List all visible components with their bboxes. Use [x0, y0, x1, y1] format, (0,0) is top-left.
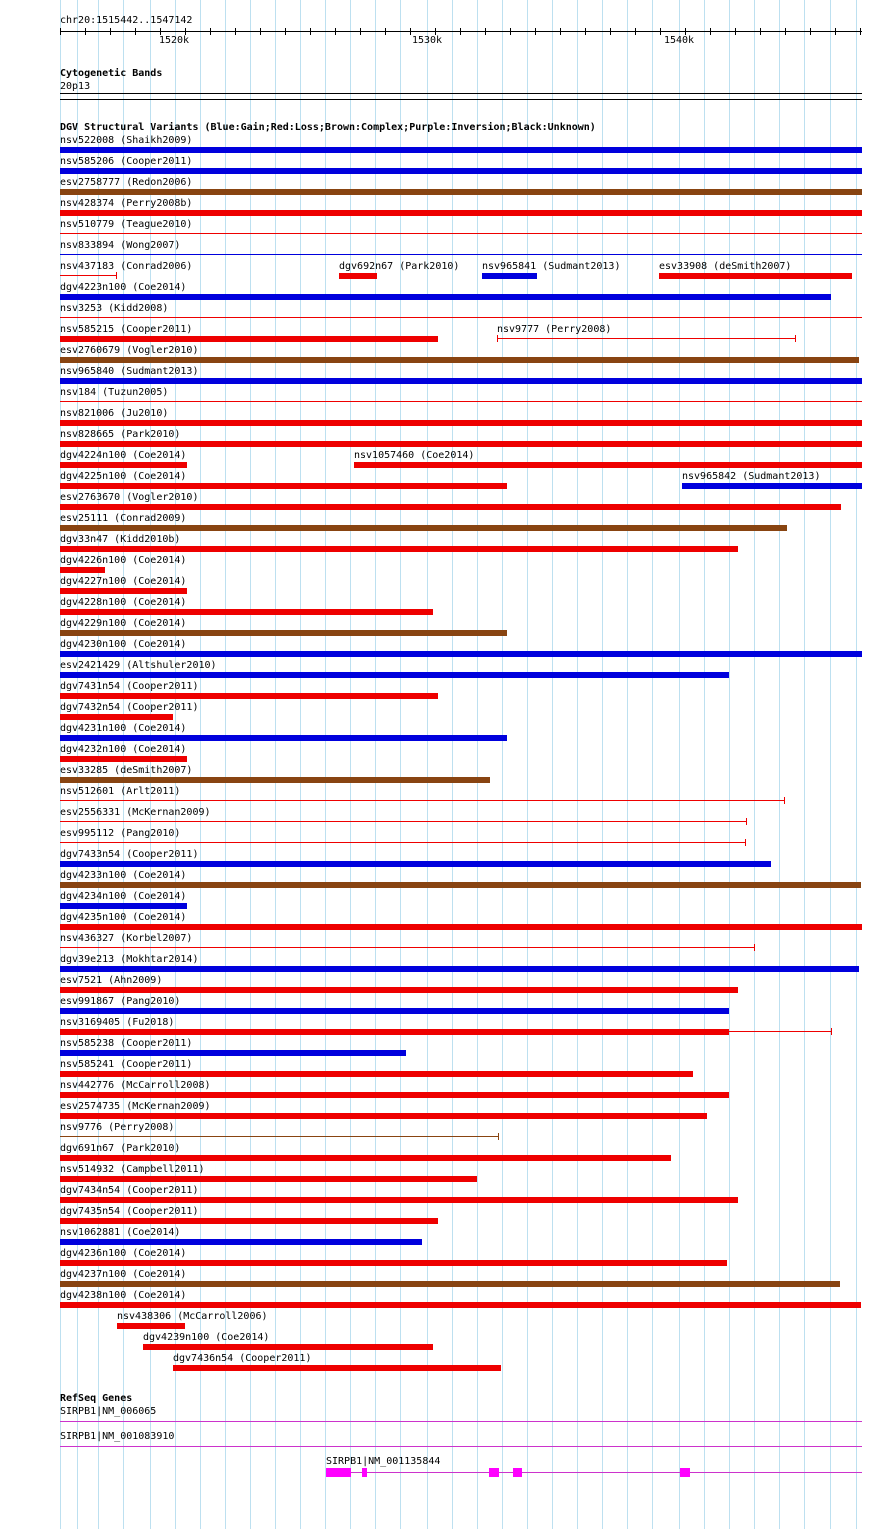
variant-bar[interactable] — [60, 233, 862, 234]
ruler-tick — [635, 28, 636, 35]
grid-line — [679, 0, 680, 1529]
variant-label[interactable]: nsv9776 (Perry2008) — [60, 1122, 175, 1133]
gene-intron-line[interactable] — [60, 1421, 862, 1422]
variant-label[interactable]: esv33908 (deSmith2007) — [659, 261, 792, 272]
variant-label[interactable]: nsv965840 (Sudmant2013) — [60, 366, 199, 377]
variant-endcap — [795, 335, 796, 342]
variant-label[interactable]: esv2421429 (Altshuler2010) — [60, 660, 217, 671]
variant-label[interactable]: nsv9777 (Perry2008) — [497, 324, 612, 335]
variant-label[interactable]: dgv4223n100 (Coe2014) — [60, 282, 187, 293]
ruler-tick — [210, 28, 211, 35]
grid-line — [602, 0, 603, 1529]
variant-bar[interactable] — [60, 756, 187, 762]
variant-bar[interactable] — [60, 800, 784, 801]
ruler-tick — [385, 28, 386, 35]
variant-bar[interactable] — [60, 903, 187, 909]
grid-line — [225, 0, 226, 1529]
variant-bar[interactable] — [682, 483, 862, 489]
variant-label[interactable]: dgv4226n100 (Coe2014) — [60, 555, 187, 566]
variant-bar[interactable] — [60, 420, 862, 426]
variant-label[interactable]: dgv7435n54 (Cooper2011) — [60, 1206, 199, 1217]
ruler-tick — [60, 28, 61, 35]
variant-label[interactable]: nsv428374 (Perry2008b) — [60, 198, 193, 209]
variant-bar[interactable] — [60, 567, 105, 573]
variant-label[interactable]: dgv691n67 (Park2010) — [60, 1143, 181, 1154]
ruler-tick — [135, 28, 136, 35]
ruler-tick — [335, 28, 336, 35]
variant-bar[interactable] — [60, 1050, 406, 1056]
ruler-tick — [835, 28, 836, 35]
grid-line — [477, 0, 478, 1529]
variant-bar[interactable] — [60, 861, 771, 867]
variant-endcap — [745, 839, 746, 846]
variant-bar[interactable] — [60, 210, 862, 216]
variant-bar[interactable] — [60, 504, 841, 510]
grid-line — [452, 0, 453, 1529]
variant-label[interactable]: dgv4236n100 (Coe2014) — [60, 1248, 187, 1259]
variant-bar[interactable] — [60, 546, 738, 552]
variant-label[interactable]: nsv184 (Tuzun2005) — [60, 387, 169, 398]
variant-label[interactable]: nsv3169405 (Fu2018) — [60, 1017, 175, 1028]
variant-label[interactable]: dgv7432n54 (Cooper2011) — [60, 702, 199, 713]
variant-bar[interactable] — [60, 378, 862, 384]
cytoband-track-title: Cytogenetic Bands — [60, 68, 163, 79]
variant-label[interactable]: nsv438306 (McCarroll2006) — [117, 1311, 268, 1322]
ruler-tick — [685, 28, 686, 35]
variant-label[interactable]: esv2556331 (McKernan2009) — [60, 807, 211, 818]
variant-bar[interactable] — [659, 273, 852, 279]
grid-line — [325, 0, 326, 1529]
ruler-tick-label: 1520k — [158, 35, 190, 46]
variant-bar[interactable] — [60, 947, 754, 948]
ruler-tick — [185, 28, 186, 35]
cytoband-bottom-edge — [60, 99, 862, 100]
variant-label[interactable]: dgv4231n100 (Coe2014) — [60, 723, 187, 734]
grid-line — [427, 0, 428, 1529]
ruler-tick-label: 1530k — [411, 35, 443, 46]
variant-endcap — [746, 818, 747, 825]
variant-bar[interactable] — [60, 714, 173, 720]
variant-label[interactable]: dgv4230n100 (Coe2014) — [60, 639, 187, 650]
variant-label[interactable]: esv991867 (Pang2010) — [60, 996, 181, 1007]
variant-label[interactable]: dgv4228n100 (Coe2014) — [60, 597, 187, 608]
variant-bar[interactable] — [60, 1136, 498, 1137]
variant-label[interactable]: esv33285 (deSmith2007) — [60, 765, 193, 776]
gene-label[interactable]: SIRPB1|NM_001083910 — [60, 1431, 175, 1442]
refseq-track-title: RefSeq Genes — [60, 1393, 133, 1404]
ruler-tick — [310, 28, 311, 35]
variant-label[interactable]: nsv821006 (Ju2010) — [60, 408, 169, 419]
variant-bar[interactable] — [60, 1029, 729, 1035]
variant-label[interactable]: dgv7434n54 (Cooper2011) — [60, 1185, 199, 1196]
variant-label[interactable]: nsv1057460 (Coe2014) — [354, 450, 475, 461]
variant-label[interactable]: esv995112 (Pang2010) — [60, 828, 181, 839]
grid-line — [250, 0, 251, 1529]
variant-bar[interactable] — [60, 777, 490, 783]
grid-line — [527, 0, 528, 1529]
gene-exon[interactable] — [680, 1468, 690, 1477]
variant-bar[interactable] — [60, 294, 831, 300]
variant-bar[interactable] — [60, 1071, 693, 1077]
grid-line — [754, 0, 755, 1529]
grid-line — [502, 0, 503, 1529]
variant-bar[interactable] — [482, 273, 537, 279]
grid-line — [830, 0, 831, 1529]
variant-bar[interactable] — [117, 1323, 185, 1329]
ruler-tick — [235, 28, 236, 35]
scale-ruler — [60, 31, 862, 32]
variant-bar[interactable] — [60, 483, 507, 489]
variant-bar[interactable] — [60, 275, 116, 276]
variant-bar[interactable] — [60, 630, 507, 636]
variant-bar[interactable] — [60, 672, 729, 678]
variant-bar[interactable] — [60, 882, 861, 888]
ruler-tick — [285, 28, 286, 35]
grid-line — [627, 0, 628, 1529]
variant-bar[interactable] — [60, 609, 433, 615]
ruler-tick — [535, 28, 536, 35]
variant-bar[interactable] — [60, 735, 507, 741]
variant-bar[interactable] — [60, 168, 862, 174]
ruler-tick — [460, 28, 461, 35]
ruler-tick — [760, 28, 761, 35]
variant-bar[interactable] — [60, 1176, 477, 1182]
variant-label[interactable]: nsv585215 (Cooper2011) — [60, 324, 193, 335]
variant-label[interactable]: nsv965842 (Sudmant2013) — [682, 471, 821, 482]
variant-label[interactable]: dgv4239n100 (Coe2014) — [143, 1332, 270, 1343]
gene-exon[interactable] — [489, 1468, 499, 1477]
variant-label[interactable]: dgv4233n100 (Coe2014) — [60, 870, 187, 881]
variant-bar[interactable] — [354, 462, 862, 468]
variant-bar[interactable] — [60, 1113, 707, 1119]
variant-label[interactable]: nsv437183 (Conrad2006) — [60, 261, 193, 272]
variant-label[interactable]: dgv4238n100 (Coe2014) — [60, 1290, 187, 1301]
variant-bar[interactable] — [60, 1197, 738, 1203]
ruler-tick — [660, 28, 661, 35]
gene-label[interactable]: SIRPB1|NM_001135844 — [326, 1456, 441, 1467]
grid-line — [856, 0, 857, 1529]
variant-label[interactable]: dgv7431n54 (Cooper2011) — [60, 681, 199, 692]
variant-label[interactable]: dgv7433n54 (Cooper2011) — [60, 849, 199, 860]
ruler-tick — [710, 28, 711, 35]
variant-label[interactable]: dgv4227n100 (Coe2014) — [60, 576, 187, 587]
variant-label[interactable]: nsv1062881 (Coe2014) — [60, 1227, 181, 1238]
gene-intron-line[interactable] — [326, 1472, 862, 1473]
variant-bar[interactable] — [60, 462, 187, 468]
grid-line — [779, 0, 780, 1529]
gene-intron-line[interactable] — [60, 1446, 862, 1447]
cytoband-label: 20p13 — [60, 81, 91, 92]
ruler-tick — [610, 28, 611, 35]
grid-line — [577, 0, 578, 1529]
ruler-tick — [410, 28, 411, 35]
gene-exon[interactable] — [362, 1468, 367, 1477]
variant-label[interactable]: esv2758777 (Redon2006) — [60, 177, 193, 188]
ruler-tick — [785, 28, 786, 35]
gene-exon[interactable] — [513, 1468, 522, 1477]
variant-label[interactable]: dgv7436n54 (Cooper2011) — [173, 1353, 312, 1364]
ruler-tick — [260, 28, 261, 35]
ruler-tick — [435, 28, 436, 35]
variant-label[interactable]: nsv965841 (Sudmant2013) — [482, 261, 621, 272]
grid-line — [275, 0, 276, 1529]
variant-bar[interactable] — [60, 1218, 438, 1224]
grid-line — [804, 0, 805, 1529]
variant-bar[interactable] — [60, 254, 862, 255]
grid-line — [300, 0, 301, 1529]
variant-bar[interactable] — [60, 441, 862, 447]
ruler-tick — [110, 28, 111, 35]
variant-bar[interactable] — [173, 1365, 501, 1371]
variant-label[interactable]: nsv514932 (Campbell2011) — [60, 1164, 205, 1175]
variant-bar-extension[interactable] — [729, 1031, 831, 1032]
variant-label[interactable]: nsv522008 (Shaikh2009) — [60, 135, 193, 146]
variant-label[interactable]: dgv4235n100 (Coe2014) — [60, 912, 187, 923]
grid-line — [652, 0, 653, 1529]
grid-line — [552, 0, 553, 1529]
variant-bar[interactable] — [143, 1344, 433, 1350]
variant-bar[interactable] — [60, 1008, 729, 1014]
gene-exon[interactable] — [326, 1468, 351, 1477]
variant-endcap — [831, 1028, 832, 1035]
variant-bar[interactable] — [60, 651, 862, 657]
variant-bar[interactable] — [60, 1092, 729, 1098]
variant-label[interactable]: nsv833894 (Wong2007) — [60, 240, 181, 251]
variant-label[interactable]: dgv4229n100 (Coe2014) — [60, 618, 187, 629]
variant-label[interactable]: esv2760679 (Vogler2010) — [60, 345, 199, 356]
coordinate-readout: chr20:1515442..1547142 — [60, 15, 193, 26]
variant-label[interactable]: dgv692n67 (Park2010) — [339, 261, 460, 272]
variant-bar[interactable] — [60, 401, 862, 402]
variant-label[interactable]: esv7521 (Ahn2009) — [60, 975, 163, 986]
variant-label[interactable]: esv2574735 (McKernan2009) — [60, 1101, 211, 1112]
variant-bar[interactable] — [60, 1281, 840, 1287]
ruler-tick — [485, 28, 486, 35]
variant-endcap — [784, 797, 785, 804]
ruler-tick — [585, 28, 586, 35]
variant-bar[interactable] — [60, 189, 862, 195]
variant-bar[interactable] — [60, 987, 738, 993]
variant-label[interactable]: nsv3253 (Kidd2008) — [60, 303, 169, 314]
variant-bar[interactable] — [60, 1239, 422, 1245]
variant-bar[interactable] — [60, 924, 862, 930]
variant-label[interactable]: nsv585206 (Cooper2011) — [60, 156, 193, 167]
variant-label[interactable]: nsv585238 (Cooper2011) — [60, 1038, 193, 1049]
variant-bar[interactable] — [60, 357, 859, 363]
variant-bar[interactable] — [60, 1155, 671, 1161]
variant-bar[interactable] — [60, 317, 862, 318]
ruler-tick — [360, 28, 361, 35]
variant-bar[interactable] — [60, 147, 862, 153]
grid-line — [350, 0, 351, 1529]
variant-label[interactable]: dgv4225n100 (Coe2014) — [60, 471, 187, 482]
variant-bar[interactable] — [60, 588, 187, 594]
variant-label[interactable]: nsv442776 (McCarroll2008) — [60, 1080, 211, 1091]
variant-label[interactable]: esv2763670 (Vogler2010) — [60, 492, 199, 503]
variant-bar[interactable] — [60, 821, 746, 822]
cytoband-top-edge — [60, 93, 862, 94]
variant-bar[interactable] — [60, 1302, 861, 1308]
grid-line — [200, 0, 201, 1529]
variant-label[interactable]: dgv33n47 (Kidd2010b) — [60, 534, 181, 545]
variant-label[interactable]: dgv4224n100 (Coe2014) — [60, 450, 187, 461]
variant-bar[interactable] — [497, 338, 795, 339]
dgv-track-title: DGV Structural Variants (Blue:Gain;Red:Loss;Brown:Complex;Purple:Inversion;Black:Unknown) — [60, 122, 596, 133]
variant-endcap — [116, 272, 117, 279]
ruler-tick — [85, 28, 86, 35]
grid-line — [375, 0, 376, 1529]
variant-label[interactable]: nsv585241 (Cooper2011) — [60, 1059, 193, 1070]
variant-bar[interactable] — [60, 966, 859, 972]
variant-label[interactable]: nsv512601 (Arlt2011) — [60, 786, 181, 797]
grid-line — [400, 0, 401, 1529]
variant-bar[interactable] — [339, 273, 377, 279]
variant-label[interactable]: nsv510779 (Teague2010) — [60, 219, 193, 230]
ruler-tick — [860, 28, 861, 35]
variant-bar[interactable] — [60, 525, 787, 531]
grid-line — [729, 0, 730, 1529]
variant-label[interactable]: nsv828665 (Park2010) — [60, 429, 181, 440]
variant-label[interactable]: dgv4237n100 (Coe2014) — [60, 1269, 187, 1280]
variant-bar[interactable] — [60, 1260, 727, 1266]
variant-bar[interactable] — [60, 336, 438, 342]
variant-endcap — [754, 944, 755, 951]
variant-bar[interactable] — [60, 842, 745, 843]
ruler-tick — [735, 28, 736, 35]
gene-label[interactable]: SIRPB1|NM_006065 — [60, 1406, 157, 1417]
ruler-tick — [560, 28, 561, 35]
variant-label[interactable]: nsv436327 (Korbel2007) — [60, 933, 193, 944]
variant-label[interactable]: dgv39e213 (Mokhtar2014) — [60, 954, 199, 965]
grid-line — [704, 0, 705, 1529]
variant-label[interactable]: dgv4232n100 (Coe2014) — [60, 744, 187, 755]
ruler-tick — [510, 28, 511, 35]
ruler-tick-label: 1540k — [663, 35, 695, 46]
variant-label[interactable]: dgv4234n100 (Coe2014) — [60, 891, 187, 902]
variant-endcap — [498, 1133, 499, 1140]
ruler-tick — [160, 28, 161, 35]
ruler-tick — [810, 28, 811, 35]
variant-label[interactable]: esv25111 (Conrad2009) — [60, 513, 187, 524]
variant-bar[interactable] — [60, 693, 438, 699]
